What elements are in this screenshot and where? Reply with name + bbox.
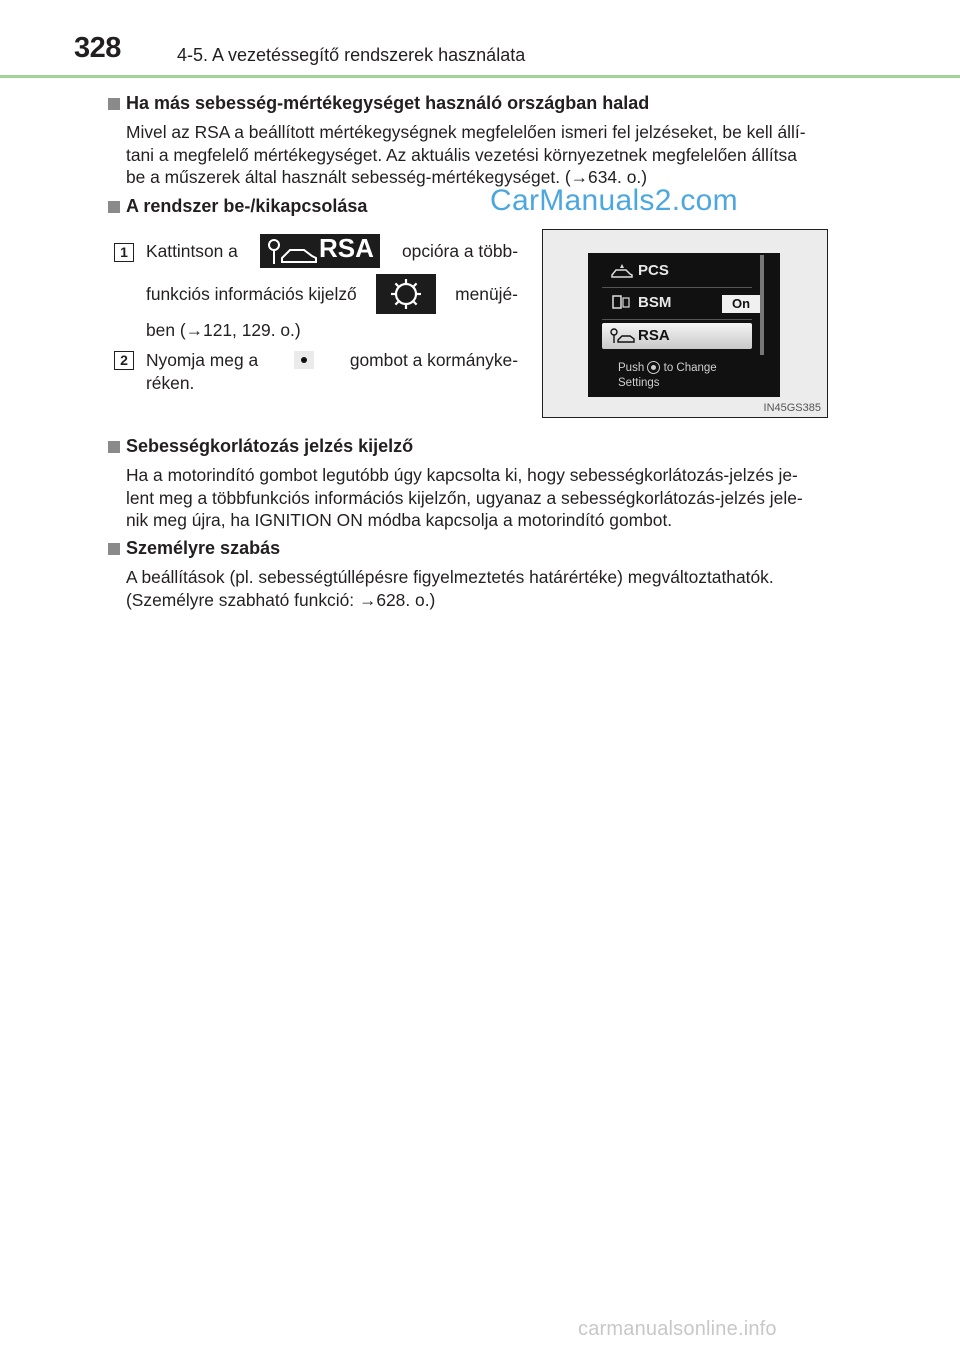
rsa-icon (260, 234, 380, 268)
menu-row-rsa (602, 323, 752, 349)
pcs-icon (610, 263, 634, 279)
body-line: Ha a motorindító gombot legutóbb úgy kapcsolta ki, hogy sebességkorlátozás-jelzés je- (126, 465, 798, 485)
body-line: lent meg a többfunkciós információs kijelzőn, ugyanaz a sebességkorlátozás-jelzés jele- (126, 487, 803, 508)
step-1-part2: opcióra a több- (401, 240, 518, 261)
step-1-part1: Kattintson a (146, 240, 238, 261)
step-text-2 (146, 349, 518, 394)
body-line: tani a megfelelő mértékegységet. Az aktuális vezetési környezetnek megfelelően állítsa (126, 144, 797, 165)
section-heading-customization (108, 538, 280, 559)
step-1-part4: menüjé- (455, 283, 518, 304)
gear-icon (376, 274, 436, 314)
step-1-part5: ben (→121, 129. o.) (146, 320, 301, 340)
body-line: be a műszerek által használt sebesség-mértékegységet. (→634. o.) (126, 167, 648, 187)
menu-label: PCS (638, 262, 669, 279)
step-2-part1: Nyomja meg a (146, 350, 259, 370)
menu-separator (602, 287, 752, 288)
header-rule (0, 75, 960, 78)
status-badge: On (722, 295, 760, 313)
hint-settings: Settings (618, 377, 660, 389)
multi-info-display (588, 253, 780, 397)
menu-label: BSM (638, 294, 672, 311)
section-heading-text: A rendszer be-/kikapcsolása (126, 196, 368, 216)
ok-button-icon (647, 361, 660, 374)
watermark-top: CarManuals2.com (490, 184, 738, 217)
rsa-icon-text: RSA (319, 233, 374, 263)
section-body-customization (126, 566, 846, 611)
watermark-bottom: carmanualsonline.info (578, 1318, 777, 1340)
section-heading-text: Sebességkorlátozás jelzés kijelző (126, 436, 414, 456)
square-bullet-icon (108, 201, 120, 213)
step-text-1 (146, 233, 518, 342)
display-figure (542, 229, 828, 418)
hint-push: Push (618, 362, 645, 374)
hint-text (618, 361, 717, 391)
section-body-sign-display (126, 464, 846, 532)
body-line: A beállítások (pl. sebességtúllépésre figyelmeztetés határértéke) megváltoztathatók. (126, 567, 774, 587)
section-heading-units (108, 93, 649, 114)
step-1-part3: funkciós információs kijelző (146, 283, 357, 304)
body-line: (Személyre szabható funkció: →628. o.) (126, 589, 436, 610)
step-number-2: 2 (114, 351, 134, 370)
square-bullet-icon (108, 543, 120, 555)
hint-to-change: to Change (663, 362, 717, 374)
body-line: Mivel az RSA a beállított mértékegységnek megfelelően ismeri fel jelzéseket, be kell állí- (126, 122, 806, 142)
section-heading-sign-display (108, 436, 413, 457)
bsm-icon (610, 295, 634, 313)
square-bullet-icon (108, 98, 120, 110)
square-bullet-icon (108, 441, 120, 453)
rsa-icon (610, 328, 636, 344)
body-line: nik meg újra, ha IGNITION ON módba kapcsolja a motorindító gombot. (126, 510, 673, 530)
section-body-units (126, 121, 846, 189)
figure-code: IN45GS385 (763, 402, 821, 414)
scrollbar (760, 255, 764, 355)
menu-separator (602, 319, 752, 320)
step-number-1: 1 (114, 243, 134, 262)
ok-button-icon (294, 351, 314, 369)
menu-row-bsm (602, 290, 752, 316)
section-heading-text: Ha más sebesség-mértékegységet használó országban halad (126, 93, 650, 113)
page-number: 328 (74, 32, 121, 64)
step-2-part3: réken. (146, 372, 195, 393)
section-heading-onoff (108, 196, 367, 217)
section-heading-text: Személyre szabás (126, 538, 281, 558)
step-2-part2: gombot a kormányke- (349, 350, 518, 370)
menu-label: RSA (638, 327, 670, 344)
chapter-title: 4-5. A vezetéssegítő rendszerek használata (177, 45, 526, 65)
menu-row-pcs (602, 258, 752, 284)
